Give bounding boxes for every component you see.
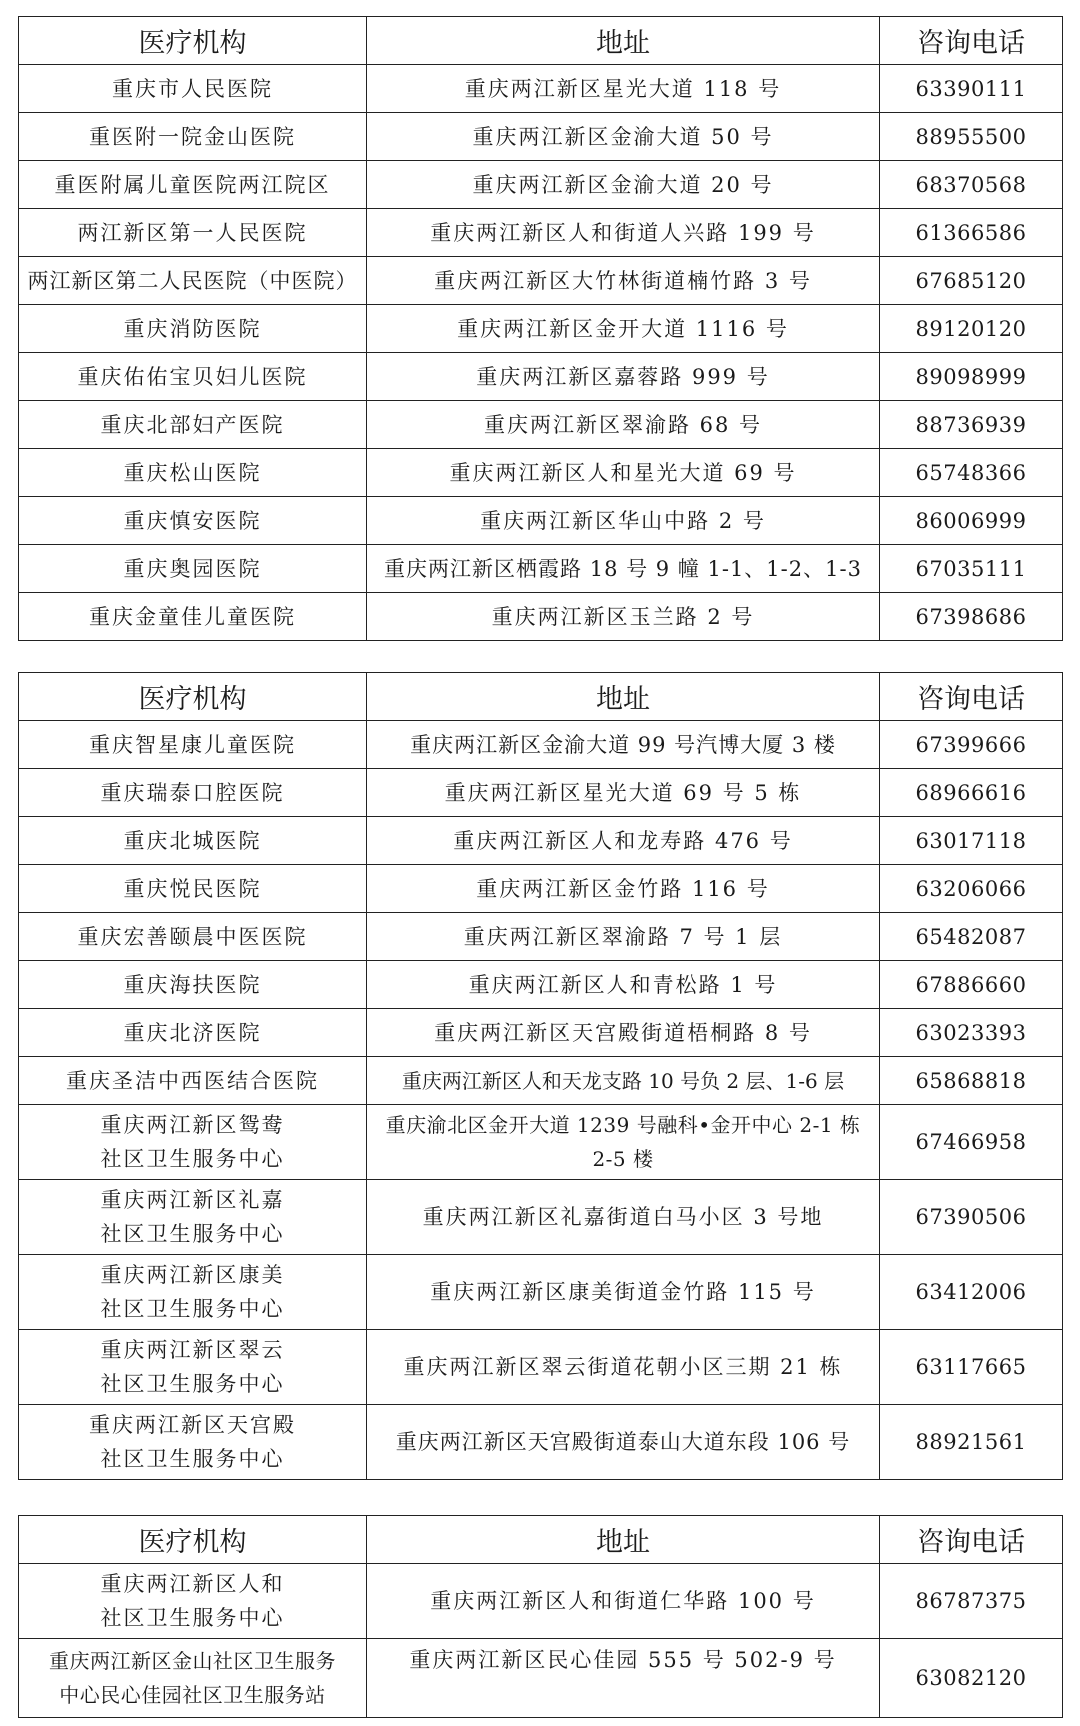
org-cell: 重庆两江新区鸳鸯 社区卫生服务中心 bbox=[19, 1105, 367, 1180]
phone-cell: 67399666 bbox=[880, 721, 1063, 769]
address-cell: 重庆两江新区玉兰路 2 号 bbox=[367, 593, 880, 641]
org-cell: 重庆两江新区翠云 社区卫生服务中心 bbox=[19, 1330, 367, 1405]
table-header bbox=[19, 1516, 1063, 1564]
org-cell: 两江新区第一人民医院 bbox=[19, 209, 367, 257]
address-cell: 重庆两江新区翠渝路 7 号 1 层 bbox=[367, 913, 880, 961]
phone-cell: 89120120 bbox=[880, 305, 1063, 353]
address-cell: 重庆两江新区嘉蓉路 999 号 bbox=[367, 353, 880, 401]
table-row bbox=[19, 1564, 1063, 1639]
phone-cell: 65482087 bbox=[880, 913, 1063, 961]
phone-cell: 67685120 bbox=[880, 257, 1063, 305]
table-row bbox=[19, 305, 1063, 353]
phone-cell: 67390506 bbox=[880, 1180, 1063, 1255]
org-cell: 重庆佑佑宝贝妇儿医院 bbox=[19, 353, 367, 401]
org-cell: 重庆奥园医院 bbox=[19, 545, 367, 593]
org-cell: 重庆两江新区金山社区卫生服务 中心民心佳园社区卫生服务站 bbox=[19, 1639, 367, 1718]
table-row bbox=[19, 593, 1063, 641]
phone-cell: 68966616 bbox=[880, 769, 1063, 817]
org-cell: 重庆两江新区天宫殿 社区卫生服务中心 bbox=[19, 1405, 367, 1480]
phone-cell: 88921561 bbox=[880, 1405, 1063, 1480]
address-cell: 重庆两江新区金竹路 116 号 bbox=[367, 865, 880, 913]
phone-cell: 63023393 bbox=[880, 1009, 1063, 1057]
table-row bbox=[19, 721, 1063, 769]
address-cell: 重庆两江新区康美街道金竹路 115 号 bbox=[367, 1255, 880, 1330]
header-org: 医疗机构 bbox=[19, 673, 367, 721]
table-row bbox=[19, 1330, 1063, 1405]
address-cell: 重庆两江新区星光大道 69 号 5 栋 bbox=[367, 769, 880, 817]
phone-cell: 63206066 bbox=[880, 865, 1063, 913]
phone-cell: 86787375 bbox=[880, 1564, 1063, 1639]
phone-cell: 61366586 bbox=[880, 209, 1063, 257]
table-row bbox=[19, 497, 1063, 545]
header-phone: 咨询电话 bbox=[880, 1516, 1063, 1564]
address-cell: 重庆两江新区人和龙寿路 476 号 bbox=[367, 817, 880, 865]
address-cell: 重庆两江新区人和街道仁华路 100 号 bbox=[367, 1564, 880, 1639]
table-row bbox=[19, 257, 1063, 305]
table-row bbox=[19, 865, 1063, 913]
table-row bbox=[19, 545, 1063, 593]
address-cell: 重庆两江新区人和天龙支路 10 号负 2 层、1-6 层 bbox=[367, 1057, 880, 1105]
phone-cell: 67466958 bbox=[880, 1105, 1063, 1180]
phone-cell: 63082120 bbox=[880, 1639, 1063, 1718]
phone-cell: 86006999 bbox=[880, 497, 1063, 545]
address-cell: 重庆两江新区天宫殿街道泰山大道东段 106 号 bbox=[367, 1405, 880, 1480]
phone-cell: 63412006 bbox=[880, 1255, 1063, 1330]
org-cell: 重庆慎安医院 bbox=[19, 497, 367, 545]
address-cell: 重庆两江新区民心佳园 555 号 502-9 号 bbox=[367, 1639, 880, 1718]
org-cell: 重医附属儿童医院两江院区 bbox=[19, 161, 367, 209]
address-cell: 重庆两江新区华山中路 2 号 bbox=[367, 497, 880, 545]
header-org: 医疗机构 bbox=[19, 17, 367, 65]
org-cell: 重庆智星康儿童医院 bbox=[19, 721, 367, 769]
table-row bbox=[19, 1405, 1063, 1480]
org-cell: 重庆两江新区康美 社区卫生服务中心 bbox=[19, 1255, 367, 1330]
phone-cell: 67886660 bbox=[880, 961, 1063, 1009]
table-row bbox=[19, 961, 1063, 1009]
phone-cell: 63390111 bbox=[880, 65, 1063, 113]
address-cell: 重庆两江新区金渝大道 99 号汽博大厦 3 楼 bbox=[367, 721, 880, 769]
hospital-table-3 bbox=[18, 1515, 1063, 1718]
address-cell: 重庆两江新区金开大道 1116 号 bbox=[367, 305, 880, 353]
address-cell: 重庆两江新区金渝大道 20 号 bbox=[367, 161, 880, 209]
org-cell: 重庆松山医院 bbox=[19, 449, 367, 497]
phone-cell: 88736939 bbox=[880, 401, 1063, 449]
table-header bbox=[19, 673, 1063, 721]
header-address: 地址 bbox=[367, 673, 880, 721]
table-row bbox=[19, 401, 1063, 449]
table-row bbox=[19, 817, 1063, 865]
table-row bbox=[19, 769, 1063, 817]
address-cell: 重庆两江新区人和星光大道 69 号 bbox=[367, 449, 880, 497]
hospital-table-2 bbox=[18, 672, 1063, 1480]
table-row bbox=[19, 1105, 1063, 1180]
org-cell: 重庆圣洁中西医结合医院 bbox=[19, 1057, 367, 1105]
org-cell: 重庆金童佳儿童医院 bbox=[19, 593, 367, 641]
hospital-table-1 bbox=[18, 16, 1063, 641]
org-cell: 重庆北部妇产医院 bbox=[19, 401, 367, 449]
org-cell: 重庆瑞泰口腔医院 bbox=[19, 769, 367, 817]
address-cell: 重庆两江新区人和青松路 1 号 bbox=[367, 961, 880, 1009]
address-cell: 重庆两江新区礼嘉街道白马小区 3 号地 bbox=[367, 1180, 880, 1255]
table-row bbox=[19, 353, 1063, 401]
address-cell: 重庆两江新区栖霞路 18 号 9 幢 1-1、1-2、1-3 bbox=[367, 545, 880, 593]
header-phone: 咨询电话 bbox=[880, 17, 1063, 65]
table-row bbox=[19, 1255, 1063, 1330]
table-header bbox=[19, 17, 1063, 65]
phone-cell: 68370568 bbox=[880, 161, 1063, 209]
address-cell: 重庆两江新区天宫殿街道梧桐路 8 号 bbox=[367, 1009, 880, 1057]
table-row bbox=[19, 209, 1063, 257]
org-cell: 重庆北城医院 bbox=[19, 817, 367, 865]
phone-cell: 65868818 bbox=[880, 1057, 1063, 1105]
org-cell: 重医附一院金山医院 bbox=[19, 113, 367, 161]
table-row bbox=[19, 1180, 1063, 1255]
header-org: 医疗机构 bbox=[19, 1516, 367, 1564]
org-cell: 重庆两江新区礼嘉 社区卫生服务中心 bbox=[19, 1180, 367, 1255]
phone-cell: 88955500 bbox=[880, 113, 1063, 161]
address-cell: 重庆两江新区人和街道人兴路 199 号 bbox=[367, 209, 880, 257]
table-row bbox=[19, 1057, 1063, 1105]
org-cell: 重庆消防医院 bbox=[19, 305, 367, 353]
table-row bbox=[19, 1009, 1063, 1057]
table-row bbox=[19, 161, 1063, 209]
table-row bbox=[19, 449, 1063, 497]
phone-cell: 65748366 bbox=[880, 449, 1063, 497]
table-row bbox=[19, 65, 1063, 113]
org-cell: 重庆宏善颐晨中医医院 bbox=[19, 913, 367, 961]
address-cell: 重庆两江新区翠云街道花朝小区三期 21 栋 bbox=[367, 1330, 880, 1405]
table-row bbox=[19, 1639, 1063, 1718]
address-cell: 重庆两江新区翠渝路 68 号 bbox=[367, 401, 880, 449]
phone-cell: 89098999 bbox=[880, 353, 1063, 401]
phone-cell: 67035111 bbox=[880, 545, 1063, 593]
org-cell: 重庆悦民医院 bbox=[19, 865, 367, 913]
header-address: 地址 bbox=[367, 17, 880, 65]
address-cell: 重庆两江新区金渝大道 50 号 bbox=[367, 113, 880, 161]
org-cell: 两江新区第二人民医院（中医院） bbox=[19, 257, 367, 305]
address-cell: 重庆两江新区大竹林街道楠竹路 3 号 bbox=[367, 257, 880, 305]
header-phone: 咨询电话 bbox=[880, 673, 1063, 721]
phone-cell: 63017118 bbox=[880, 817, 1063, 865]
header-address: 地址 bbox=[367, 1516, 880, 1564]
org-cell: 重庆北济医院 bbox=[19, 1009, 367, 1057]
phone-cell: 67398686 bbox=[880, 593, 1063, 641]
table-row bbox=[19, 913, 1063, 961]
table-row bbox=[19, 113, 1063, 161]
org-cell: 重庆市人民医院 bbox=[19, 65, 367, 113]
address-cell: 重庆渝北区金开大道 1239 号融科•金开中心 2-1 栋 2-5 楼 bbox=[367, 1105, 880, 1180]
address-cell: 重庆两江新区星光大道 118 号 bbox=[367, 65, 880, 113]
phone-cell: 63117665 bbox=[880, 1330, 1063, 1405]
org-cell: 重庆海扶医院 bbox=[19, 961, 367, 1009]
org-cell: 重庆两江新区人和 社区卫生服务中心 bbox=[19, 1564, 367, 1639]
